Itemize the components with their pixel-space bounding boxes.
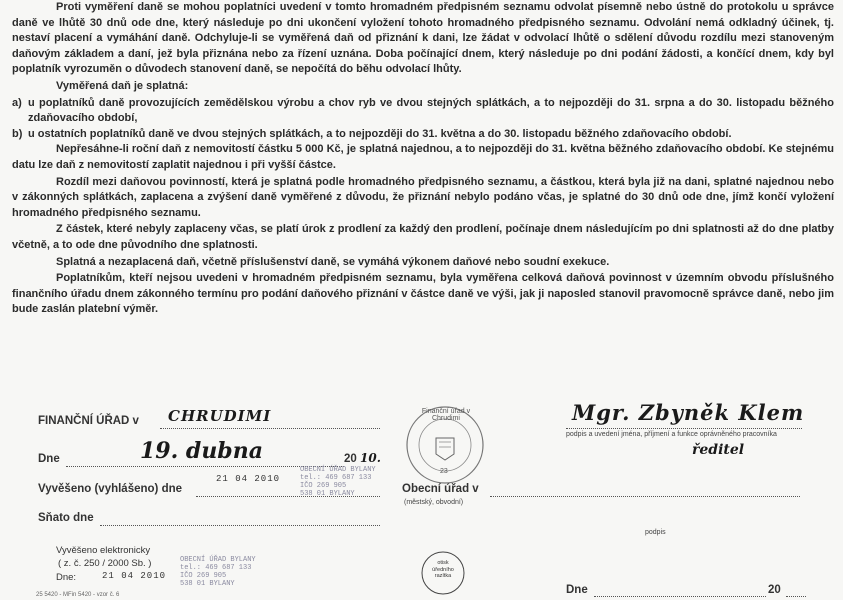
- electronic-posting-date-label: Dne:: [56, 572, 77, 583]
- signature-line: [566, 428, 802, 429]
- electronic-posting-date: 21 04 2010: [102, 571, 167, 581]
- electronic-posting-law: ( z. č. 250 / 2000 Sb. ): [58, 558, 152, 569]
- tax-office-label: FINANČNÍ ÚŘAD v: [38, 415, 139, 427]
- list-mark-a: a): [12, 96, 22, 109]
- form-footer-code: 25 5420 - MFin 5420 - vzor č. 6: [36, 592, 120, 598]
- date-label: Dne: [38, 453, 60, 465]
- round-stamp-number: 23: [440, 468, 448, 475]
- municipal-stamp-ico: IČO 269 905: [300, 482, 347, 490]
- signature-caption: podpis a uvedení jména, příjmení a funkce oprávněného pracovníka: [566, 431, 777, 438]
- list-mark-b: b): [12, 127, 23, 140]
- municipal-stamp-address: 538 01 BYLANY: [300, 490, 355, 498]
- round-stamp-text: Finanční úřad v Chrudimi: [421, 408, 471, 422]
- list-item-b: [12, 127, 834, 143]
- municipal-stamp-lower: [180, 556, 256, 588]
- municipal-office-line: [490, 496, 800, 497]
- seal-text-line3: razítka: [434, 573, 452, 579]
- official-seal-text: [422, 560, 464, 580]
- municipal-office-label: Obecní úřad v: [402, 483, 479, 495]
- posted-label: Vyvěšeno (vyhlášeno) dne: [38, 483, 183, 495]
- date-year: 10.: [360, 451, 381, 465]
- signature-name: Mgr. Zbyněk Klem: [572, 400, 805, 425]
- date-value: 19. dubna: [140, 438, 263, 464]
- paragraph-interest: Z částek, které nebyly zaplaceny včas, se platí úrok z prodlení za každý den prodlení, počínaje dnem následujícím po dni splatnosti až do dne platby včetně, a to ode dne původního dne splatnosti.: [12, 223, 834, 251]
- municipal-stamp-phone: tel.: 469 687 133: [300, 474, 372, 482]
- electronic-posting-label: Vyvěšeno elektronicky: [56, 545, 151, 556]
- municipal-stamp-name: OBECNÍ ÚŘAD BYLANY: [300, 466, 376, 474]
- bottom-date-year: 20: [768, 584, 781, 596]
- paragraph-enforcement: Splatná a nezaplacená daň, včetně příslušenství daně, se vymáhá výkonem daňové nebo soudní exekuce.: [56, 255, 610, 268]
- instructions-text: [12, 0, 834, 319]
- signature-title: ředitel: [692, 442, 745, 458]
- paragraph-difference: Rozdíl mezi daňovou povinností, která je splatná podle hromadného předpisného seznamu, a částkou, která byla již na dani, splatné najednou nebo v zákonných splátkách, zaplacena a zvýšení daně vyměřené z důvodu, že přiznání nebylo podáno včas, je splatné do 30 dnů ode dne, jímž končí vyložení hromadného předpisného seznamu.: [12, 175, 834, 219]
- municipal-stamp-lower-name: OBECNÍ ÚŘAD BYLANY: [180, 556, 256, 564]
- list-text-b: u ostatních poplatníků daně ve dvou stejných splátkách, a to nejpozději do 31. května a do 30. listopadu běžného zdaňovacího období.: [28, 127, 732, 140]
- municipal-stamp-lower-phone: tel.: 469 687 133: [180, 564, 252, 572]
- removed-line: [100, 525, 380, 526]
- bottom-date-line: [594, 596, 766, 597]
- paragraph-lump-sum: Nepřesáhne-li roční daň z nemovitostí částku 5 000 Kč, je splatná najednou, a to nejpozději do 31. května běžného zdaňovacího období. Ke stejnému datu lze daň z nemovitostí zaplatit najednou i při vyšší částce.: [12, 143, 834, 171]
- seal-text-line2: úředního: [432, 566, 454, 573]
- paragraph-not-listed: Poplatníkům, kteří nejsou uvedeni v hromadném předpisném seznamu, byla vyměřena celková daňová povinnost v územním obvodu příslušného finančního úřadu dnem zákonného termínu pro podání daňového přiznání v částce daně ve výši, jak ji naposled stanovil pravomocně správce daně, nebo jim bude zaslán platební výměr.: [12, 272, 834, 316]
- removed-label: Sňato dne: [38, 512, 94, 524]
- bottom-date-label: Dne: [566, 584, 588, 596]
- list-item-a: [12, 96, 834, 127]
- list-text-a: u poplatníků daně provozujících zemědělskou výrobu a chov ryb ve dvou stejných splátkách, a to nejpozději do 31. srpna a do 30. listopadu běžného zdaňovacího období,: [28, 96, 834, 125]
- paragraph-due: Vyměřená daň je splatná:: [56, 79, 189, 92]
- municipal-signature-caption: podpis: [645, 529, 666, 536]
- paragraph-appeal: Proti vyměření daně se mohou poplatníci uvedení v tomto hromadném předpisném seznamu odvolat písemně nebo ústně do protokolu u správce daně ve lhůtě 30 dnů ode dne, který následuje po dni ukončení vyložení tohoto hromadného předpisného seznamu. Odvolání nemá odkladný účinek, tj. nestaví placení a vymáhání daně. Odchyluje-li se vyměřená daň od přiznání k dani, lze žádat v odvolací lhůtě o sdělení důvodu rozdílu mezi stanoveným daňovým základem a daní, jež byla přiznána nebo za řízení uznána. Doba počínající dnem, který následuje po dni podání žádosti, a končící dnem, kdy byl poplatník vyrozuměn o důvodech stanovení daně, se nepočítá do běhu odvolací lhůty.: [12, 1, 834, 76]
- date-year-prefix: 20: [344, 453, 357, 465]
- tax-office-value: CHRUDIMI: [168, 407, 272, 425]
- tax-office-line: [160, 428, 380, 429]
- seal-text-line1: otisk: [437, 560, 449, 566]
- posted-date: 21 04 2010: [216, 474, 281, 484]
- bottom-year-line: [786, 596, 806, 597]
- municipal-stamp-lower-address: 538 01 BYLANY: [180, 580, 235, 588]
- municipal-stamp-lower-ico: IČO 269 905: [180, 572, 227, 580]
- municipal-office-sub: (městský, obvodní): [404, 499, 464, 506]
- municipal-stamp-upper: [300, 466, 376, 498]
